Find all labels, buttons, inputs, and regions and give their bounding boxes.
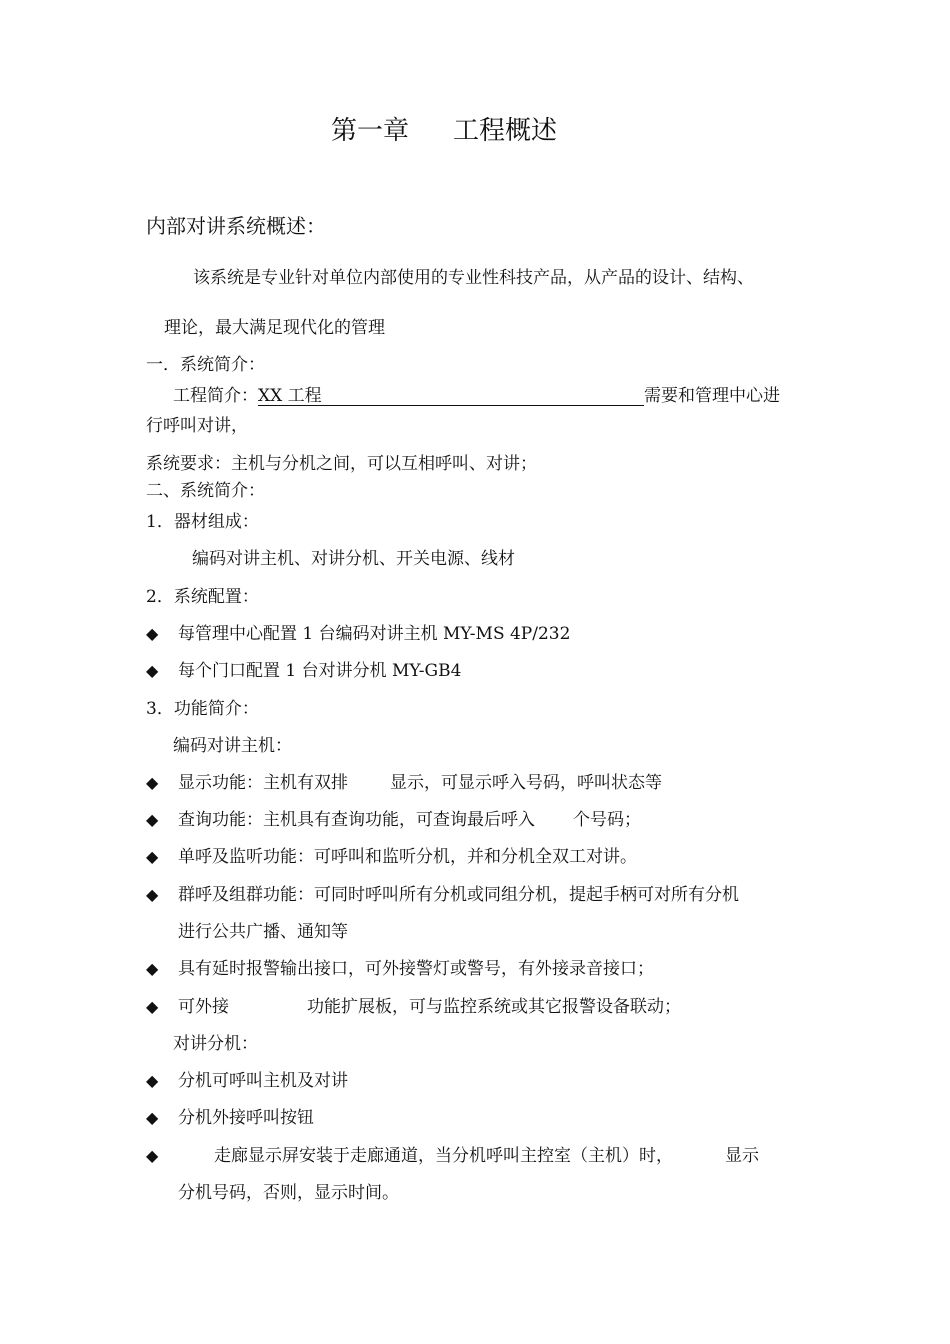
config-heading: 2．系统配置： — [146, 587, 259, 607]
project-intro-line-2: 行呼叫对讲， — [146, 416, 248, 436]
chapter-name: 工程概述 — [453, 116, 558, 146]
bullet-diamond: ◆ — [146, 1071, 159, 1090]
bullet-diamond: ◆ — [146, 997, 159, 1016]
host-feature-group-call-line2: 进行公共广播、通知等 — [178, 922, 348, 942]
bullet-diamond: ◆ — [146, 885, 159, 904]
host-feature-single-call: 单呼及监听功能：可呼叫和监听分机，并和分机全双工对讲。 — [178, 847, 637, 867]
bullet-diamond: ◆ — [146, 847, 159, 866]
host-feature-extension — [178, 997, 681, 1017]
config-item: 每个门口配置 1 台对讲分机 MY-GB4 — [178, 661, 462, 681]
section1-heading: 一．系统简介： — [146, 355, 265, 375]
chapter-number: 第一章 — [331, 116, 410, 146]
host-heading: 编码对讲主机： — [173, 736, 292, 756]
host-feature-text: 显示，可显示呼入号码，呼叫状态等 — [390, 773, 662, 793]
host-feature-text: 功能扩展板，可与监控系统或其它报警设备联动； — [307, 997, 681, 1017]
host-feature-text: 显示功能：主机有双排 — [178, 773, 348, 793]
extension-feature: 分机外接呼叫按钮 — [178, 1108, 314, 1128]
project-intro-line — [173, 386, 780, 406]
bullet-diamond: ◆ — [146, 810, 159, 829]
host-feature-alarm: 具有延时报警输出接口，可外接警灯或警号，有外接录音接口； — [178, 959, 654, 979]
equipment-heading: 1．器材组成： — [146, 512, 259, 532]
extension-feature-text: 显示 — [725, 1146, 759, 1166]
host-feature-query — [178, 810, 641, 830]
extension-heading: 对讲分机： — [173, 1034, 258, 1054]
equipment-list: 编码对讲主机、对讲分机、开关电源、线材 — [192, 549, 515, 569]
bullet-diamond: ◆ — [146, 661, 159, 680]
extension-feature-corridor — [214, 1146, 759, 1166]
host-feature-text: 可外接 — [178, 997, 229, 1017]
project-name: XX 工程 — [258, 387, 644, 406]
chapter-title — [331, 116, 557, 146]
bullet-diamond: ◆ — [146, 1108, 159, 1127]
project-label: 工程简介： — [173, 386, 258, 406]
host-feature-group-call: 群呼及组群功能：可同时呼叫所有分机或同组分机，提起手柄可对所有分机 — [178, 885, 739, 905]
intro-line-2: 理论，最大满足现代化的管理 — [164, 318, 385, 338]
bullet-diamond: ◆ — [146, 959, 159, 978]
host-feature-display — [178, 773, 662, 793]
section-subheading: 内部对讲系统概述： — [146, 214, 326, 238]
host-feature-text: 个号码； — [573, 810, 641, 830]
function-heading: 3．功能简介： — [146, 699, 259, 719]
extension-feature-text: 走廊显示屏安装于走廊通道，当分机呼叫主控室（主机）时， — [214, 1146, 673, 1166]
extension-feature-corridor-line2: 分机号码，否则，显示时间。 — [178, 1183, 399, 1203]
host-feature-text: 查询功能：主机具有查询功能，可查询最后呼入 — [178, 810, 535, 830]
bullet-diamond: ◆ — [146, 773, 159, 792]
project-tail: 需要和管理中心进 — [644, 386, 780, 406]
system-requirement: 系统要求：主机与分机之间，可以互相呼叫、对讲； — [146, 454, 537, 474]
config-item: 每管理中心配置 1 台编码对讲主机 MY-MS 4P/232 — [178, 624, 571, 644]
extension-feature: 分机可呼叫主机及对讲 — [178, 1071, 348, 1091]
bullet-diamond: ◆ — [146, 624, 159, 643]
section2-heading: 二、系统简介： — [146, 481, 265, 501]
intro-line-1: 该系统是专业针对单位内部使用的专业性科技产品，从产品的设计、结构、 — [193, 268, 754, 288]
bullet-diamond: ◆ — [146, 1146, 159, 1165]
